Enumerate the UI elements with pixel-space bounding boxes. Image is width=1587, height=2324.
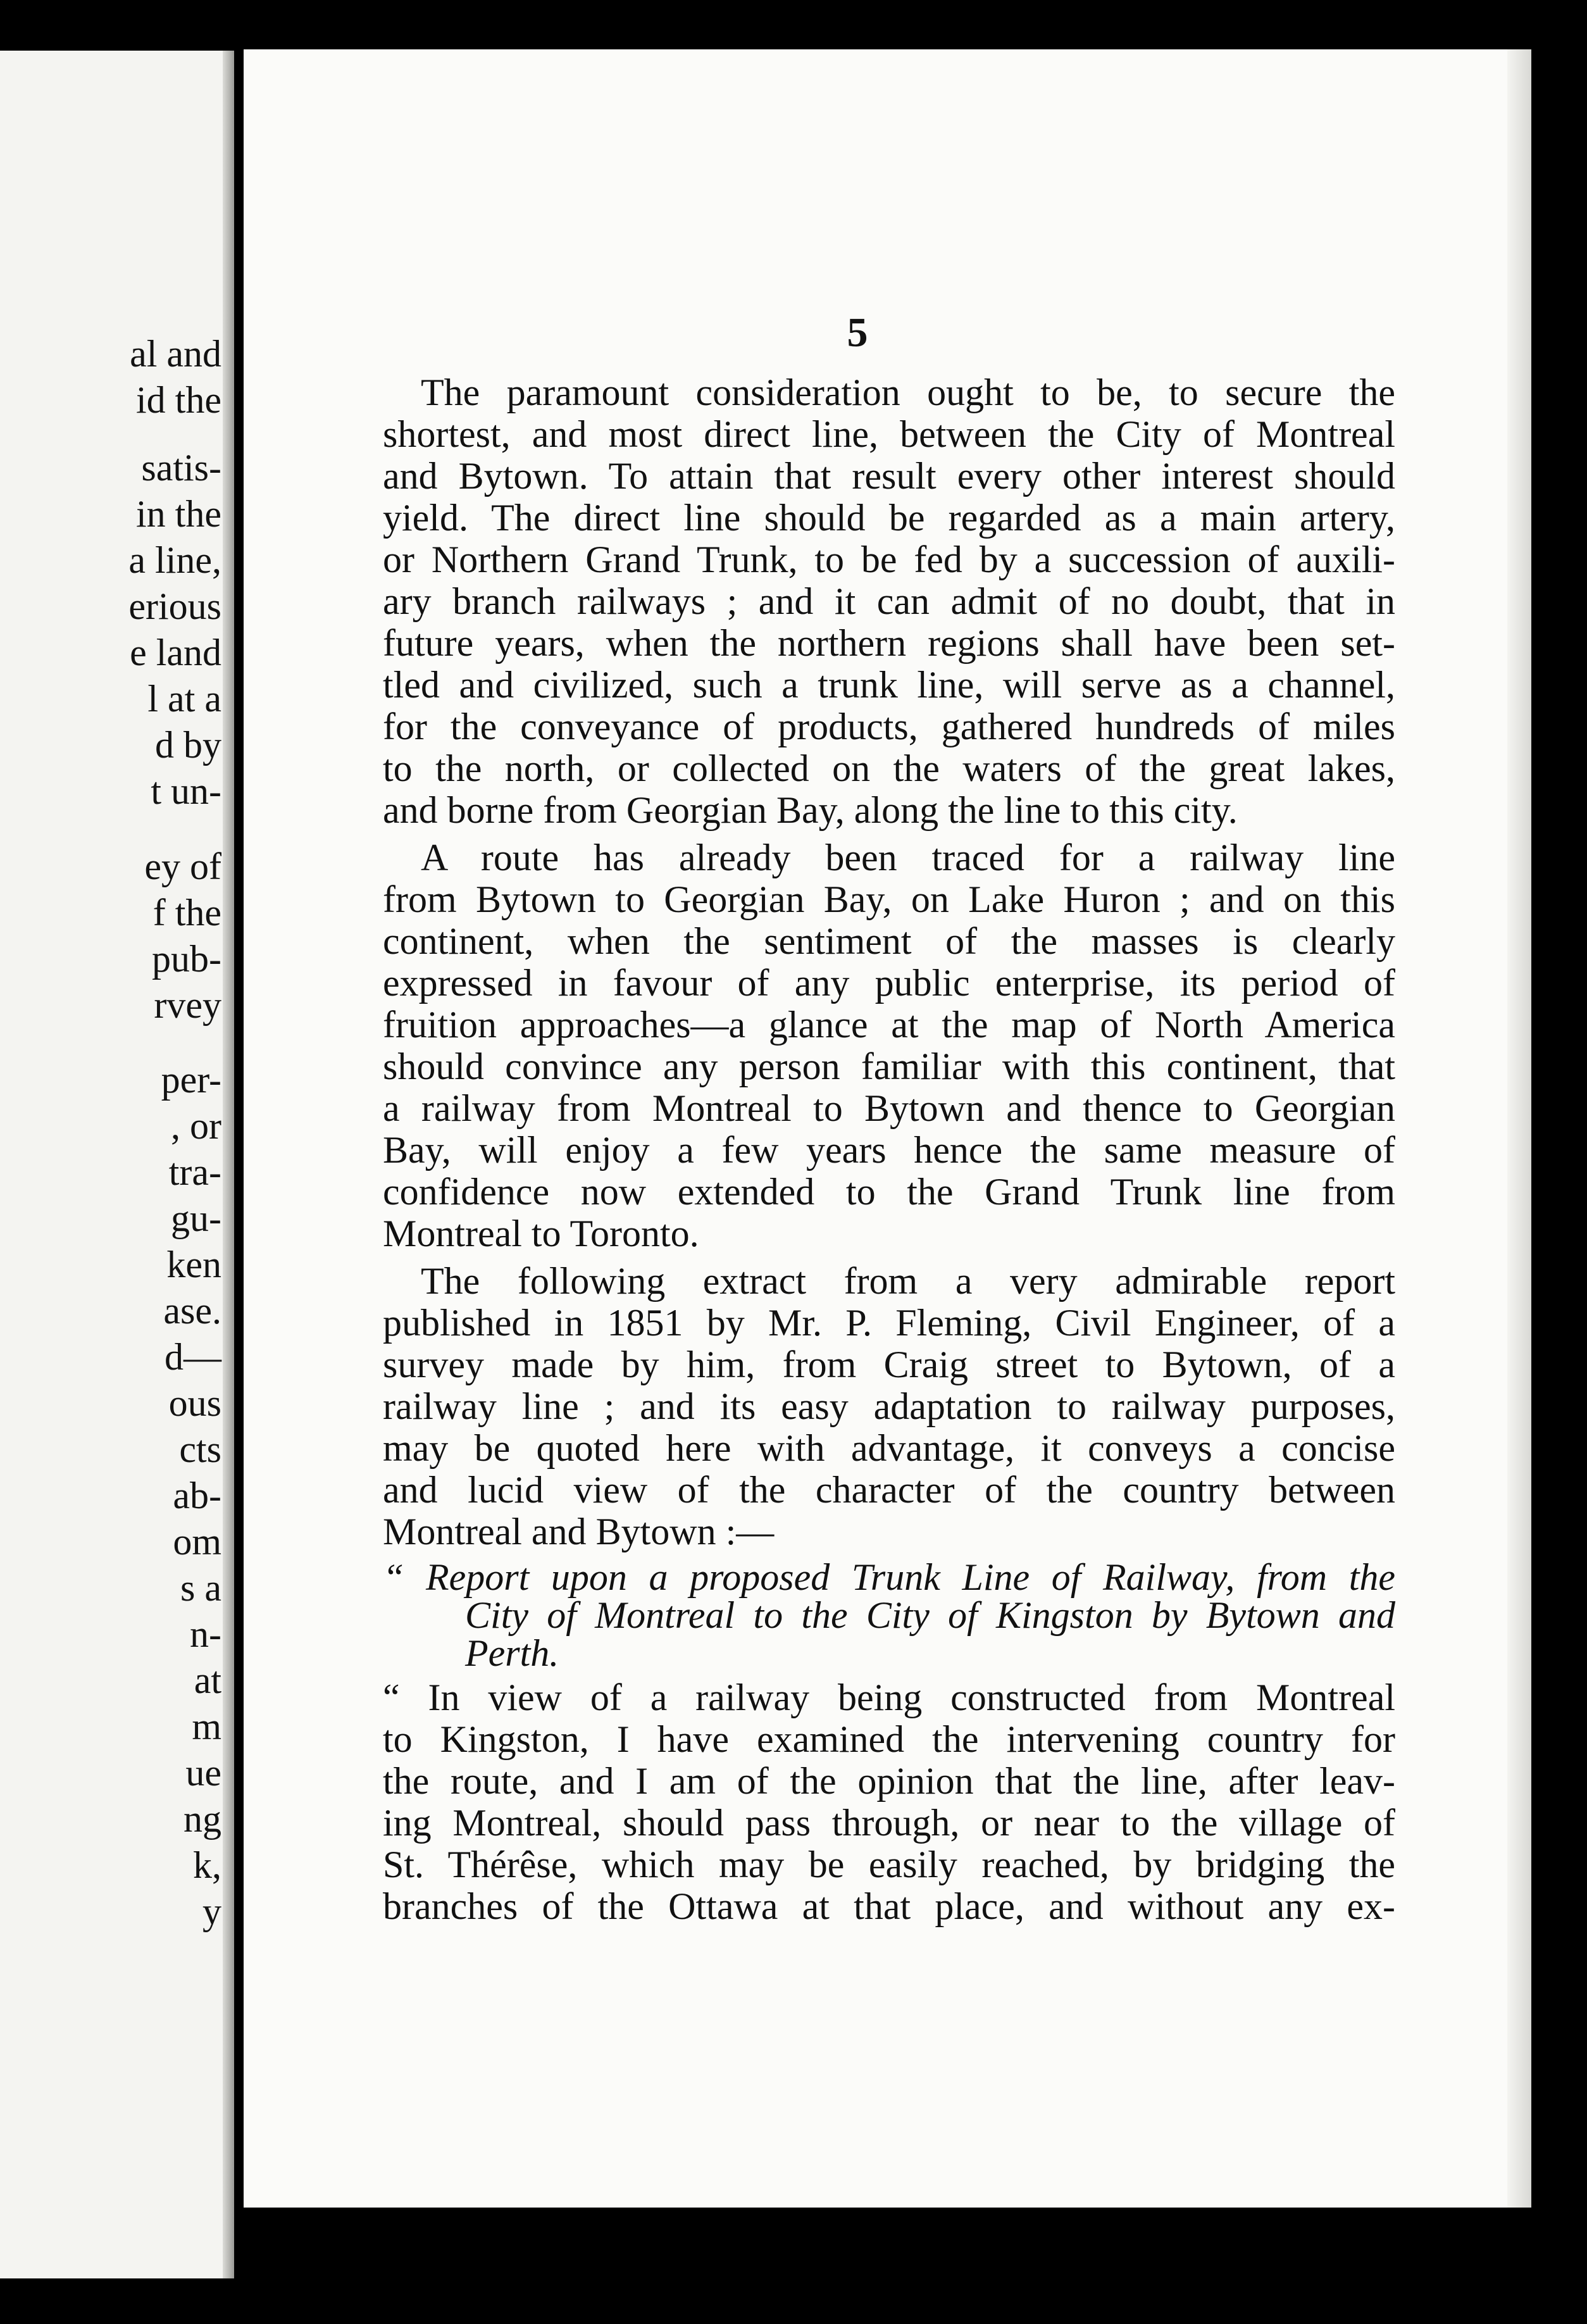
text-line: shortest, and most direct line, between the City of Montreal	[383, 413, 1395, 455]
text-line: Montreal to Toronto.	[383, 1213, 699, 1254]
right-page	[244, 49, 1531, 2208]
text-line: The paramount consideration ought to be, to secure the	[421, 372, 1395, 413]
left-line: satis-	[141, 447, 221, 489]
report-title-line: Perth.	[465, 1632, 559, 1674]
left-line: rvey	[154, 984, 221, 1026]
left-line: pub-	[152, 938, 221, 980]
text-line: the route, and I am of the opinion that the line, after leav-	[383, 1760, 1395, 1802]
text-line: Bay, will enjoy a few years hence the same measure of	[383, 1129, 1395, 1171]
page-edge	[1507, 49, 1531, 2208]
text-line: from Bytown to Georgian Bay, on Lake Huron ; and on this	[383, 878, 1395, 920]
text-line: future years, when the northern regions shall have been set-	[383, 622, 1395, 664]
text-line: and lucid view of the character of the country between	[383, 1469, 1395, 1511]
left-line: f the	[152, 892, 221, 934]
left-line: ous	[168, 1382, 221, 1424]
page-number: 5	[847, 309, 868, 356]
left-line: ab-	[173, 1475, 221, 1516]
left-line: per-	[161, 1059, 221, 1101]
text-line: railway line ; and its easy adaptation to railway purposes,	[383, 1385, 1395, 1427]
text-line: published in 1851 by Mr. P. Fleming, Civil Engineer, of a	[383, 1302, 1395, 1344]
text-line: The following extract from a very admirable report	[421, 1260, 1395, 1302]
left-line: , or	[171, 1105, 221, 1147]
left-line: cts	[179, 1428, 221, 1470]
left-line: om	[173, 1521, 221, 1563]
left-line: k,	[193, 1844, 221, 1886]
left-line: at	[194, 1659, 221, 1701]
text-line: continent, when the sentiment of the masses is clearly	[383, 920, 1395, 962]
left-line: ey of	[144, 846, 221, 887]
left-line: id the	[136, 379, 221, 421]
left-line: tra-	[168, 1151, 221, 1193]
left-line: ue	[185, 1752, 221, 1794]
left-line: t un-	[151, 770, 221, 812]
report-title-line: “ Report upon a proposed Trunk Line of Railway, from the	[383, 1556, 1395, 1598]
left-line: n-	[190, 1613, 221, 1655]
text-line: branches of the Ottawa at that place, and without any ex-	[383, 1885, 1395, 1927]
left-line: e land	[130, 632, 221, 673]
text-line: Montreal and Bytown :—	[383, 1511, 775, 1552]
text-line: for the conveyance of products, gathered hundreds of miles	[383, 706, 1395, 747]
text-line: should convince any person familiar with this continent, that	[383, 1046, 1395, 1087]
text-line: ing Montreal, should pass through, or near to the village of	[383, 1802, 1395, 1844]
left-line: erious	[128, 585, 221, 627]
text-line: expressed in favour of any public enterprise, its period of	[383, 962, 1395, 1004]
text-line: or Northern Grand Trunk, to be fed by a succession of auxili-	[383, 539, 1395, 580]
text-line: and Bytown. To attain that result every other interest should	[383, 455, 1395, 497]
left-line: ng	[184, 1798, 221, 1840]
text-line: and borne from Georgian Bay, along the line to this city.	[383, 789, 1238, 831]
text-line: “ In view of a railway being constructed from Montreal	[383, 1677, 1395, 1718]
left-line: a line,	[128, 539, 221, 581]
text-line: confidence now extended to the Grand Trunk line from	[383, 1171, 1395, 1213]
left-line: ase.	[163, 1290, 221, 1332]
left-line: y	[202, 1890, 221, 1932]
text-line: to Kingston, I have examined the intervening country for	[383, 1718, 1395, 1760]
left-line: m	[192, 1706, 221, 1747]
text-line: fruition approaches—a glance at the map of North America	[383, 1004, 1395, 1046]
text-line: A route has already been traced for a railway line	[421, 837, 1395, 878]
left-line: d by	[155, 724, 221, 766]
left-line: d—	[165, 1336, 221, 1378]
left-line: gu-	[171, 1197, 221, 1239]
report-title-line: City of Montreal to the City of Kingston by Bytown and	[465, 1594, 1395, 1636]
left-line: ken	[166, 1244, 221, 1285]
left-line: al and	[130, 333, 221, 375]
text-line: ary branch railways ; and it can admit of no doubt, that in	[383, 580, 1395, 622]
left-line: in the	[136, 493, 221, 535]
text-line: survey made by him, from Craig street to Bytown, of a	[383, 1344, 1395, 1385]
left-page-fragment	[0, 51, 234, 2278]
text-line: St. Thérêse, which may be easily reached, by bridging the	[383, 1844, 1395, 1885]
page-gutter	[223, 51, 234, 2278]
left-line: s a	[180, 1567, 221, 1609]
left-line: l at a	[147, 678, 221, 720]
text-line: may be quoted here with advantage, it conveys a concise	[383, 1427, 1395, 1469]
text-line: yield. The direct line should be regarded as a main artery,	[383, 497, 1395, 539]
text-line: a railway from Montreal to Bytown and thence to Georgian	[383, 1087, 1395, 1129]
text-line: to the north, or collected on the waters of the great lakes,	[383, 747, 1395, 789]
text-line: tled and civilized, such a trunk line, will serve as a channel,	[383, 664, 1395, 706]
